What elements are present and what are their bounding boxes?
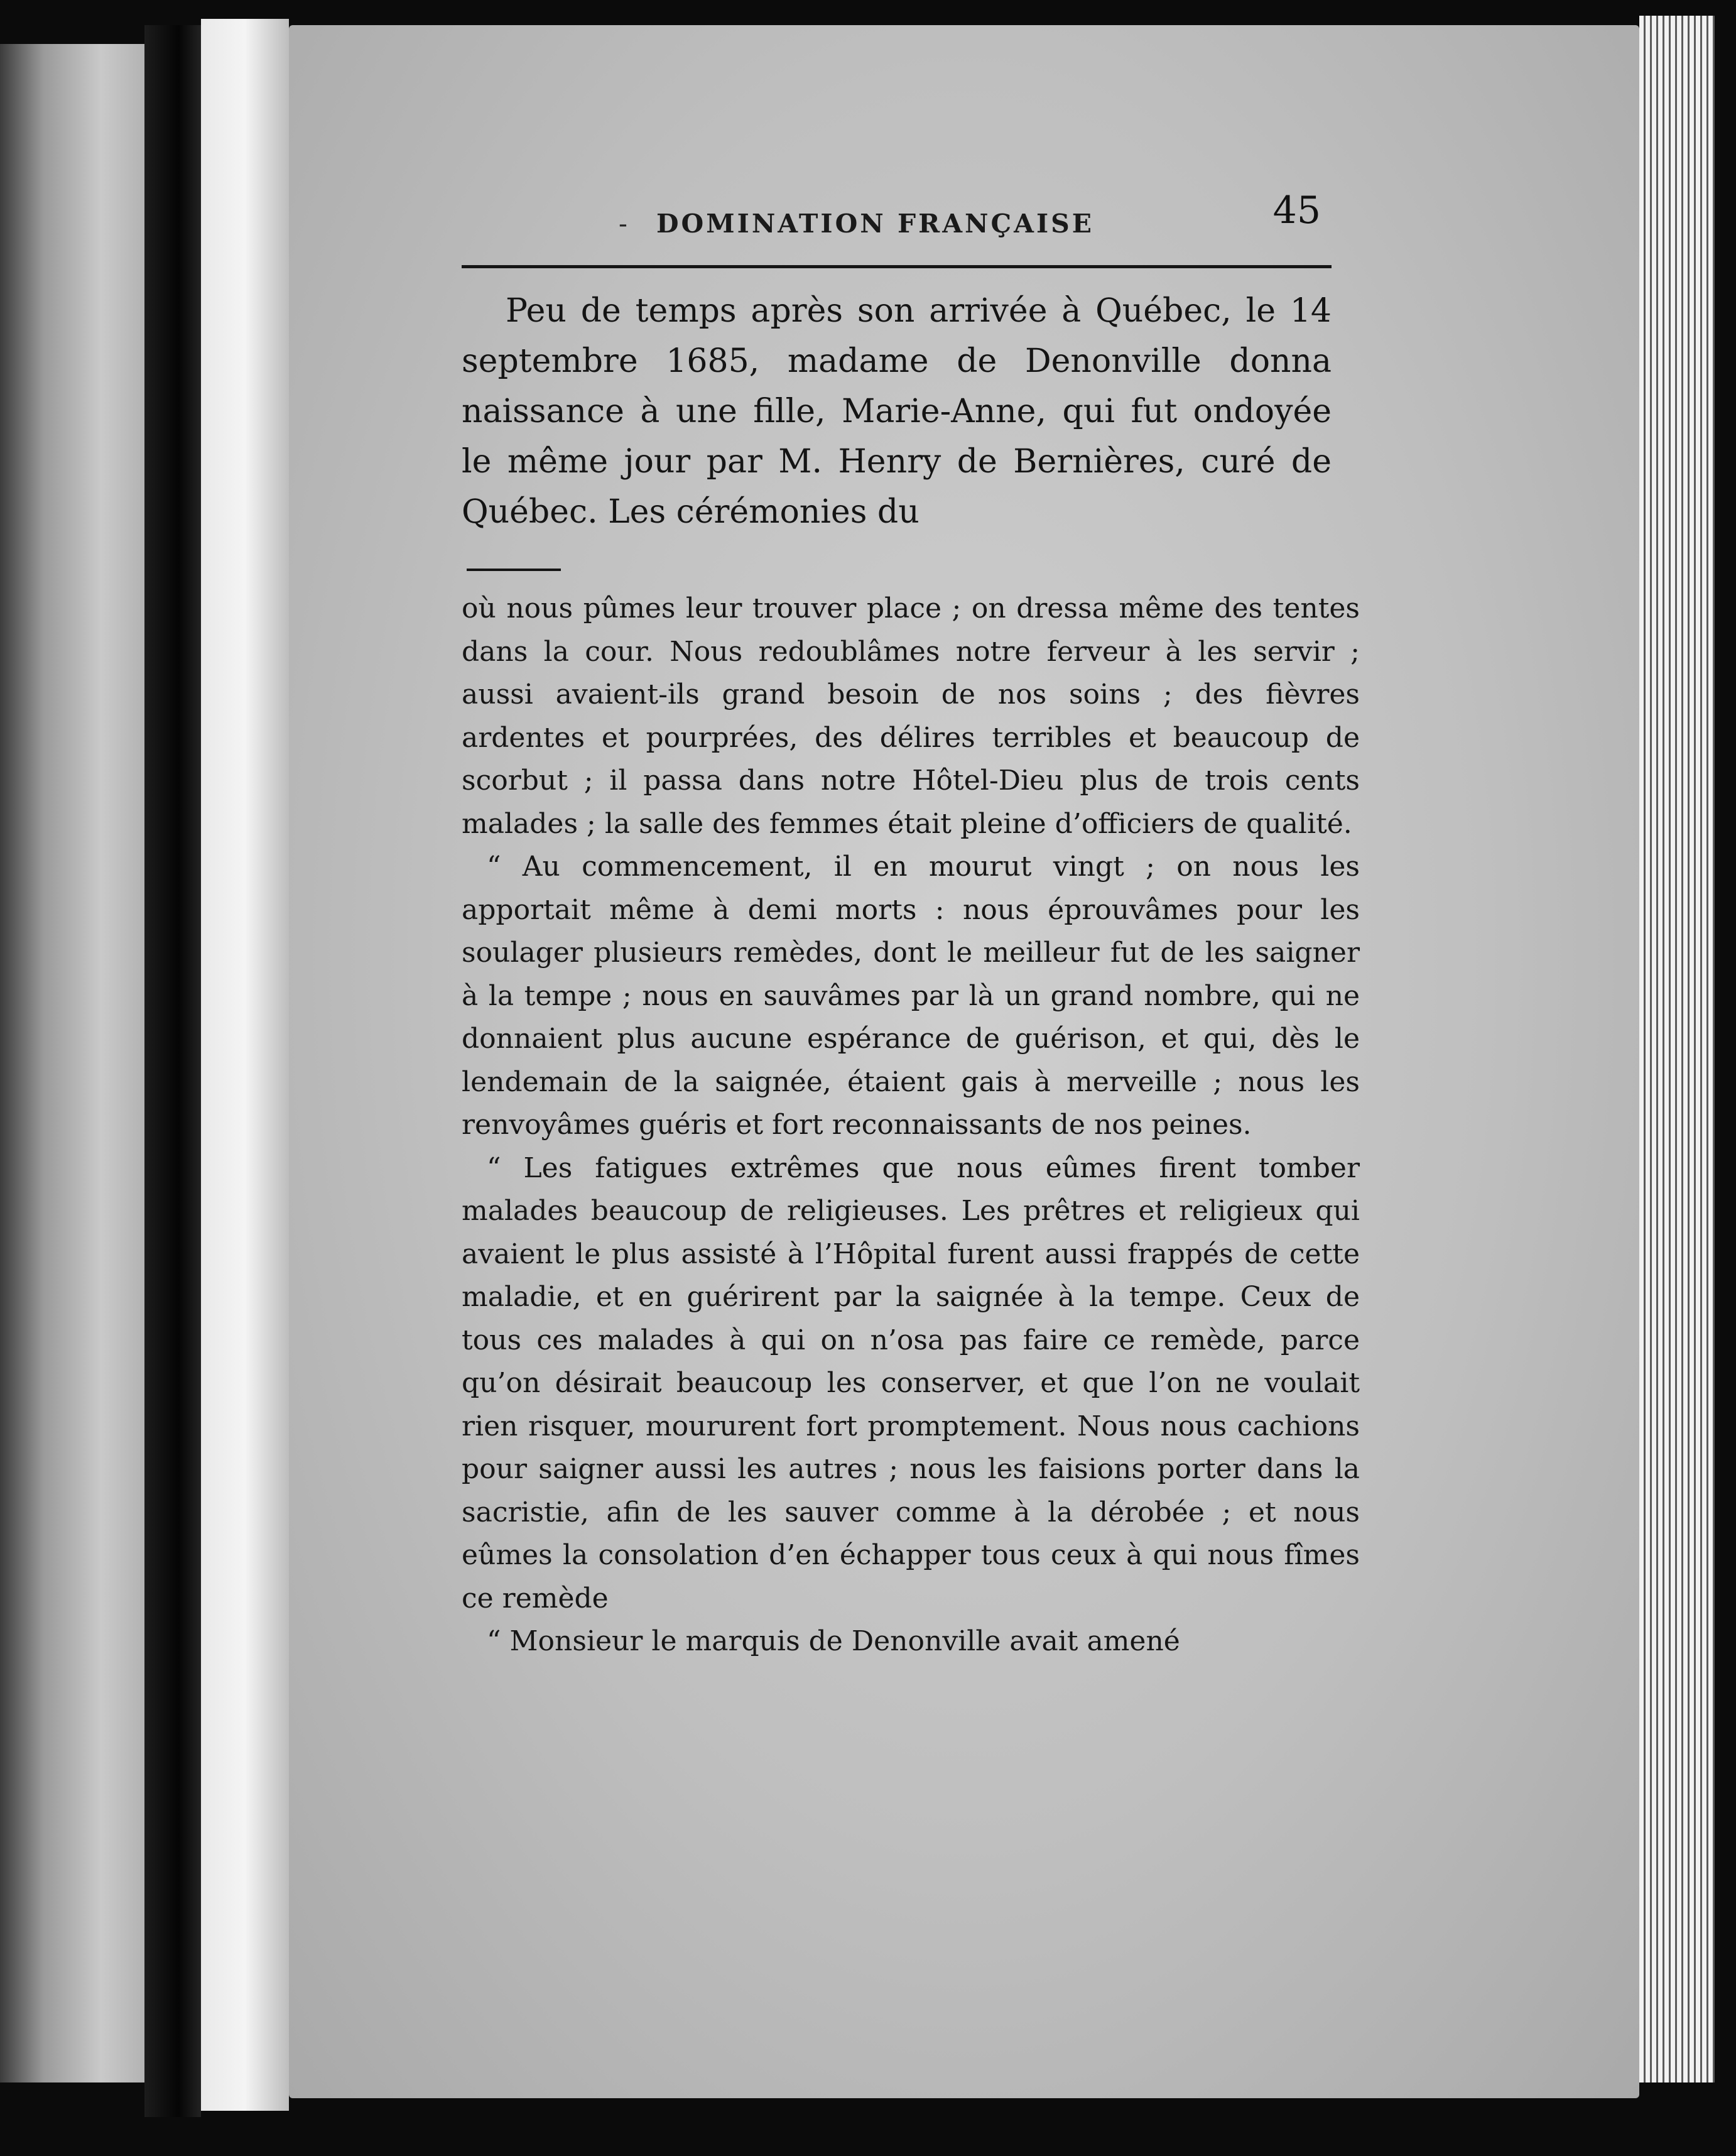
page-stack-edge	[1639, 16, 1715, 2082]
note-paragraph: “ Monsieur le marquis de Denonville avait amené	[487, 1625, 1180, 1657]
note-paragraph: “ Les fatigues extrêmes que nous eûmes firent tomber malades beaucoup de religieuses. Les prêtres et religieux qui avaient le plus assisté à l’Hôpital furent aussi frappés de cette maladie, et en guérirent par la saignée à la tempe. Ceux de tous ces malades à qui on n’osa pas faire ce remède, parce qu’on désirait beaucoup les conserver, et que l’on ne voulait rien risquer, moururent fort promptement. Nous nous cachions pour saigner aussi les autres ; nous les faisions porter dans la sacristie, afin de les sauver comme à la dérobée ; et nous eûmes la consolation d’en échapper tous ceux à qui nous fîmes ce remède	[462, 1152, 1360, 1614]
header-rule	[462, 265, 1332, 268]
footnote-block	[462, 587, 1360, 1663]
footnote-separator	[467, 569, 561, 571]
page-number: 45	[1272, 188, 1321, 232]
book-gutter	[144, 25, 201, 2117]
running-header	[462, 182, 1328, 270]
left-page-edge	[0, 44, 144, 2082]
header-dash: -	[619, 209, 627, 239]
main-paragraph: Peu de temps après son arrivée à Québec, le 14 septembre 1685, madame de Denonville donna naissance à une fille, Marie-Anne, qui fut ondoyée le même jour par M. Henry de Bernières, curé de Québec. Les cérémonies du	[462, 292, 1332, 531]
page-margin-strip	[201, 19, 289, 2111]
note-paragraph: où nous pûmes leur trouver place ; on dressa même des tentes dans la cour. Nous redoublâmes notre ferveur à les servir ; aussi avaient-ils grand besoin de nos soins ; des fièvres ardentes et pourprées, des délires terribles et beaucoup de scorbut ; il passa dans notre Hôtel-Dieu plus de trois cents malades ; la salle des femmes était pleine d’officiers de qualité.	[462, 592, 1360, 840]
running-title: DOMINATION FRANÇAISE	[656, 209, 1094, 239]
note-paragraph: “ Au commencement, il en mourut vingt ; on nous les apportait même à demi morts : nous éprouvâmes pour les soulager plusieurs remèdes, dont le meilleur fut de les saigner à la tempe ; nous en sauvâmes par là un grand nombre, qui ne donnaient plus aucune espérance de guérison, et qui, dès le lendemain de la saignée, étaient gais à merveille ; nous les renvoyâmes guéris et fort reconnaissants de nos peines.	[462, 851, 1360, 1141]
